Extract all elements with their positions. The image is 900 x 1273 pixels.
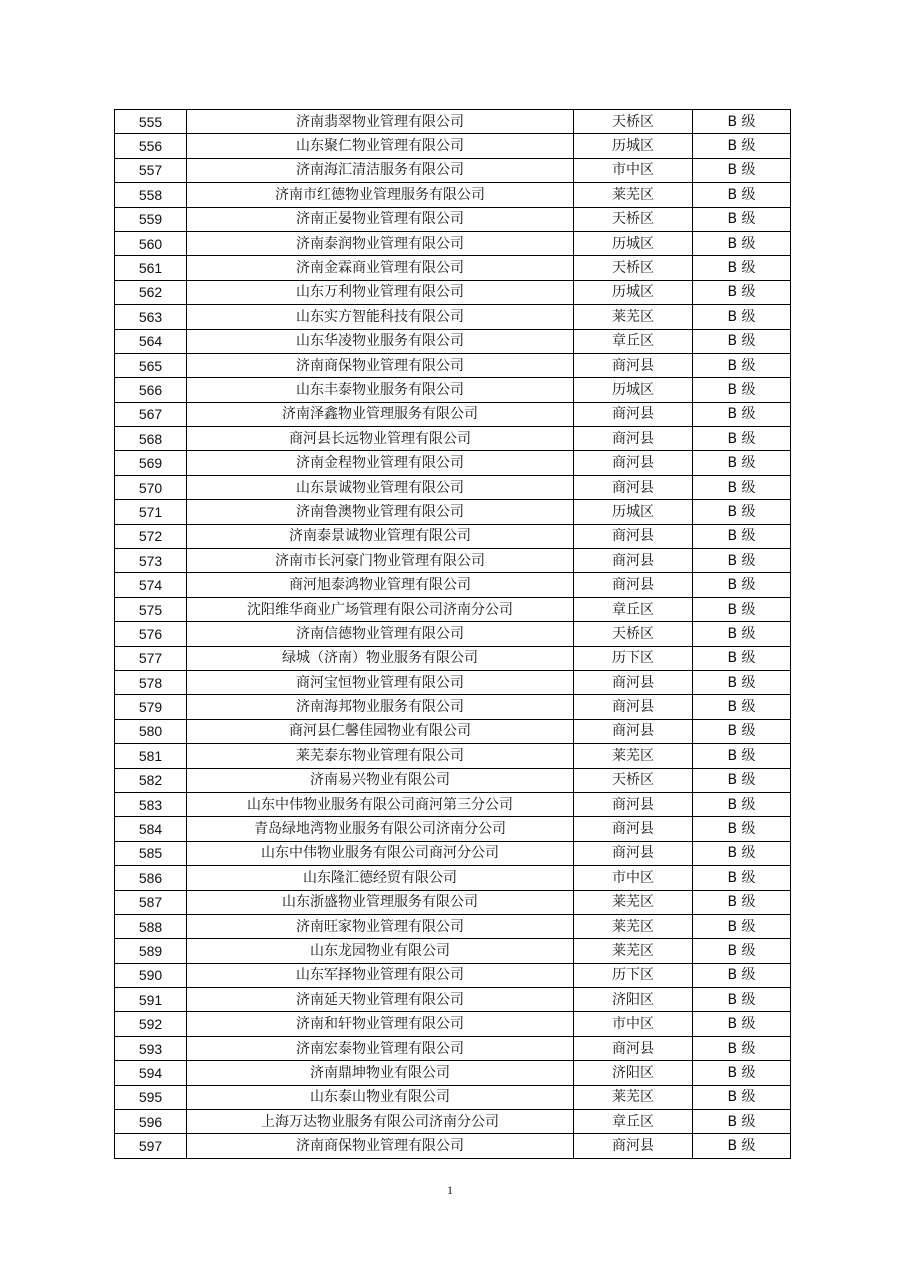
company-name-cell: 山东景诚物业管理有限公司	[187, 475, 574, 499]
table-row	[115, 866, 791, 890]
grade-cell: B 级	[693, 1134, 791, 1158]
grade-cell: B 级	[693, 890, 791, 914]
row-number-cell: 575	[115, 597, 187, 621]
table-row	[115, 378, 791, 402]
grade-cell: B 级	[693, 792, 791, 816]
row-number-cell: 579	[115, 695, 187, 719]
table-row	[115, 524, 791, 548]
company-name-cell: 济南泽鑫物业管理服务有限公司	[187, 402, 574, 426]
grade-cell: B 级	[693, 207, 791, 231]
row-number-cell: 578	[115, 670, 187, 694]
district-cell: 天桥区	[574, 110, 693, 134]
table-row	[115, 939, 791, 963]
grade-cell: B 级	[693, 402, 791, 426]
grade-cell: B 级	[693, 158, 791, 182]
row-number-cell: 571	[115, 500, 187, 524]
company-name-cell: 济南鼎坤物业有限公司	[187, 1061, 574, 1085]
row-number-cell: 565	[115, 353, 187, 377]
table-row	[115, 475, 791, 499]
row-number-cell: 591	[115, 988, 187, 1012]
table-row	[115, 914, 791, 938]
district-cell: 莱芜区	[574, 914, 693, 938]
grade-cell: B 级	[693, 353, 791, 377]
district-cell: 莱芜区	[574, 744, 693, 768]
row-number-cell: 561	[115, 256, 187, 280]
district-cell: 济阳区	[574, 988, 693, 1012]
grade-cell: B 级	[693, 280, 791, 304]
row-number-cell: 588	[115, 914, 187, 938]
table-row	[115, 670, 791, 694]
row-number-cell: 569	[115, 451, 187, 475]
company-name-cell: 济南海汇清洁服务有限公司	[187, 158, 574, 182]
district-cell: 市中区	[574, 158, 693, 182]
grade-cell: B 级	[693, 988, 791, 1012]
page-number: 1	[447, 1183, 453, 1197]
row-number-cell: 576	[115, 622, 187, 646]
row-number-cell: 593	[115, 1036, 187, 1060]
company-name-cell: 济南信德物业管理有限公司	[187, 622, 574, 646]
table-row	[115, 427, 791, 451]
company-name-cell: 济南旺家物业管理有限公司	[187, 914, 574, 938]
district-cell: 天桥区	[574, 622, 693, 646]
row-number-cell: 587	[115, 890, 187, 914]
grade-cell: B 级	[693, 256, 791, 280]
grade-cell: B 级	[693, 475, 791, 499]
company-name-cell: 济南延天物业管理有限公司	[187, 988, 574, 1012]
company-grade-table-container	[114, 109, 788, 1159]
grade-cell: B 级	[693, 451, 791, 475]
table-row	[115, 695, 791, 719]
table-row	[115, 353, 791, 377]
district-cell: 商河县	[574, 670, 693, 694]
company-name-cell: 沈阳维华商业广场管理有限公司济南分公司	[187, 597, 574, 621]
district-cell: 莱芜区	[574, 890, 693, 914]
district-cell: 莱芜区	[574, 1085, 693, 1109]
district-cell: 商河县	[574, 719, 693, 743]
grade-cell: B 级	[693, 1036, 791, 1060]
grade-cell: B 级	[693, 549, 791, 573]
grade-cell: B 级	[693, 670, 791, 694]
grade-cell: B 级	[693, 378, 791, 402]
district-cell: 天桥区	[574, 207, 693, 231]
table-row	[115, 963, 791, 987]
company-name-cell: 济南市红德物业管理服务有限公司	[187, 183, 574, 207]
company-name-cell: 济南和轩物业管理有限公司	[187, 1012, 574, 1036]
district-cell: 商河县	[574, 695, 693, 719]
row-number-cell: 558	[115, 183, 187, 207]
row-number-cell: 564	[115, 329, 187, 353]
company-name-cell: 青岛绿地湾物业服务有限公司济南分公司	[187, 817, 574, 841]
grade-cell: B 级	[693, 427, 791, 451]
district-cell: 商河县	[574, 1036, 693, 1060]
table-row	[115, 1012, 791, 1036]
row-number-cell: 582	[115, 768, 187, 792]
table-row	[115, 1036, 791, 1060]
row-number-cell: 580	[115, 719, 187, 743]
district-cell: 商河县	[574, 549, 693, 573]
district-cell: 商河县	[574, 402, 693, 426]
row-number-cell: 563	[115, 305, 187, 329]
row-number-cell: 556	[115, 134, 187, 158]
company-name-cell: 济南市长河豪门物业管理有限公司	[187, 549, 574, 573]
company-name-cell: 山东中伟物业服务有限公司商河第三分公司	[187, 792, 574, 816]
table-row	[115, 1134, 791, 1158]
row-number-cell: 557	[115, 158, 187, 182]
table-row	[115, 646, 791, 670]
table-row	[115, 231, 791, 255]
district-cell: 市中区	[574, 1012, 693, 1036]
row-number-cell: 595	[115, 1085, 187, 1109]
grade-cell: B 级	[693, 866, 791, 890]
table-row	[115, 744, 791, 768]
company-name-cell: 山东浙盛物业管理服务有限公司	[187, 890, 574, 914]
table-row	[115, 1085, 791, 1109]
grade-cell: B 级	[693, 573, 791, 597]
district-cell: 历下区	[574, 963, 693, 987]
company-grade-table	[114, 109, 791, 1159]
table-row	[115, 158, 791, 182]
grade-cell: B 级	[693, 134, 791, 158]
table-row	[115, 841, 791, 865]
company-name-cell: 济南泰景诚物业管理有限公司	[187, 524, 574, 548]
grade-cell: B 级	[693, 305, 791, 329]
row-number-cell: 577	[115, 646, 187, 670]
company-name-cell: 济南鲁澳物业管理有限公司	[187, 500, 574, 524]
district-cell: 章丘区	[574, 329, 693, 353]
grade-cell: B 级	[693, 646, 791, 670]
company-name-cell: 济南翡翠物业管理有限公司	[187, 110, 574, 134]
row-number-cell: 560	[115, 231, 187, 255]
company-name-cell: 山东聚仁物业管理有限公司	[187, 134, 574, 158]
grade-cell: B 级	[693, 500, 791, 524]
table-row	[115, 768, 791, 792]
company-name-cell: 山东隆汇德经贸有限公司	[187, 866, 574, 890]
grade-cell: B 级	[693, 914, 791, 938]
grade-cell: B 级	[693, 622, 791, 646]
row-number-cell: 597	[115, 1134, 187, 1158]
district-cell: 章丘区	[574, 1110, 693, 1134]
row-number-cell: 594	[115, 1061, 187, 1085]
company-name-cell: 济南商保物业管理有限公司	[187, 353, 574, 377]
company-name-cell: 山东华凌物业服务有限公司	[187, 329, 574, 353]
table-row	[115, 890, 791, 914]
row-number-cell: 586	[115, 866, 187, 890]
row-number-cell: 583	[115, 792, 187, 816]
district-cell: 莱芜区	[574, 183, 693, 207]
table-row	[115, 329, 791, 353]
table-row	[115, 134, 791, 158]
row-number-cell: 585	[115, 841, 187, 865]
grade-cell: B 级	[693, 1085, 791, 1109]
district-cell: 市中区	[574, 866, 693, 890]
district-cell: 历城区	[574, 378, 693, 402]
grade-cell: B 级	[693, 695, 791, 719]
district-cell: 商河县	[574, 451, 693, 475]
company-name-cell: 绿城（济南）物业服务有限公司	[187, 646, 574, 670]
table-row	[115, 1061, 791, 1085]
grade-cell: B 级	[693, 183, 791, 207]
company-name-cell: 莱芜泰东物业管理有限公司	[187, 744, 574, 768]
table-row	[115, 256, 791, 280]
row-number-cell: 574	[115, 573, 187, 597]
company-name-cell: 济南正晏物业管理有限公司	[187, 207, 574, 231]
row-number-cell: 584	[115, 817, 187, 841]
table-row	[115, 988, 791, 1012]
table-row	[115, 622, 791, 646]
row-number-cell: 562	[115, 280, 187, 304]
row-number-cell: 572	[115, 524, 187, 548]
grade-cell: B 级	[693, 1061, 791, 1085]
district-cell: 商河县	[574, 1134, 693, 1158]
row-number-cell: 568	[115, 427, 187, 451]
district-cell: 济阳区	[574, 1061, 693, 1085]
district-cell: 历城区	[574, 231, 693, 255]
district-cell: 商河县	[574, 353, 693, 377]
row-number-cell: 590	[115, 963, 187, 987]
grade-cell: B 级	[693, 524, 791, 548]
table-row	[115, 402, 791, 426]
company-name-cell: 商河旭泰鸿物业管理有限公司	[187, 573, 574, 597]
district-cell: 历城区	[574, 280, 693, 304]
grade-cell: B 级	[693, 963, 791, 987]
company-name-cell: 山东万利物业管理有限公司	[187, 280, 574, 304]
company-name-cell: 济南金程物业管理有限公司	[187, 451, 574, 475]
table-row	[115, 549, 791, 573]
table-row	[115, 280, 791, 304]
grade-cell: B 级	[693, 719, 791, 743]
company-name-cell: 济南海邦物业服务有限公司	[187, 695, 574, 719]
table-row	[115, 817, 791, 841]
district-cell: 莱芜区	[574, 305, 693, 329]
row-number-cell: 592	[115, 1012, 187, 1036]
district-cell: 历下区	[574, 646, 693, 670]
table-row	[115, 573, 791, 597]
district-cell: 商河县	[574, 841, 693, 865]
company-name-cell: 山东丰泰物业服务有限公司	[187, 378, 574, 402]
table-row	[115, 305, 791, 329]
table-row	[115, 451, 791, 475]
company-name-cell: 山东实方智能科技有限公司	[187, 305, 574, 329]
company-name-cell: 山东军择物业管理有限公司	[187, 963, 574, 987]
table-row	[115, 597, 791, 621]
company-name-cell: 商河县长远物业管理有限公司	[187, 427, 574, 451]
row-number-cell: 573	[115, 549, 187, 573]
company-name-cell: 济南泰润物业管理有限公司	[187, 231, 574, 255]
district-cell: 商河县	[574, 573, 693, 597]
row-number-cell: 570	[115, 475, 187, 499]
table-body	[115, 110, 791, 1159]
table-row	[115, 207, 791, 231]
district-cell: 商河县	[574, 427, 693, 451]
grade-cell: B 级	[693, 110, 791, 134]
table-row	[115, 110, 791, 134]
company-name-cell: 山东泰山物业有限公司	[187, 1085, 574, 1109]
company-name-cell: 济南金霖商业管理有限公司	[187, 256, 574, 280]
row-number-cell: 581	[115, 744, 187, 768]
table-row	[115, 183, 791, 207]
company-name-cell: 商河县仁馨佳园物业有限公司	[187, 719, 574, 743]
grade-cell: B 级	[693, 231, 791, 255]
table-row	[115, 500, 791, 524]
district-cell: 章丘区	[574, 597, 693, 621]
grade-cell: B 级	[693, 1012, 791, 1036]
table-row	[115, 719, 791, 743]
district-cell: 商河县	[574, 817, 693, 841]
row-number-cell: 589	[115, 939, 187, 963]
company-name-cell: 商河宝恒物业管理有限公司	[187, 670, 574, 694]
grade-cell: B 级	[693, 939, 791, 963]
company-name-cell: 济南易兴物业有限公司	[187, 768, 574, 792]
grade-cell: B 级	[693, 768, 791, 792]
row-number-cell: 555	[115, 110, 187, 134]
grade-cell: B 级	[693, 329, 791, 353]
company-name-cell: 山东中伟物业服务有限公司商河分公司	[187, 841, 574, 865]
district-cell: 天桥区	[574, 256, 693, 280]
company-name-cell: 济南商保物业管理有限公司	[187, 1134, 574, 1158]
row-number-cell: 567	[115, 402, 187, 426]
table-row	[115, 792, 791, 816]
district-cell: 商河县	[574, 792, 693, 816]
row-number-cell: 596	[115, 1110, 187, 1134]
row-number-cell: 559	[115, 207, 187, 231]
grade-cell: B 级	[693, 597, 791, 621]
grade-cell: B 级	[693, 744, 791, 768]
table-row	[115, 1110, 791, 1134]
district-cell: 莱芜区	[574, 939, 693, 963]
company-name-cell: 上海万达物业服务有限公司济南分公司	[187, 1110, 574, 1134]
grade-cell: B 级	[693, 1110, 791, 1134]
company-name-cell: 山东龙园物业有限公司	[187, 939, 574, 963]
company-name-cell: 济南宏泰物业管理有限公司	[187, 1036, 574, 1060]
grade-cell: B 级	[693, 817, 791, 841]
district-cell: 历城区	[574, 500, 693, 524]
grade-cell: B 级	[693, 841, 791, 865]
row-number-cell: 566	[115, 378, 187, 402]
district-cell: 历城区	[574, 134, 693, 158]
district-cell: 商河县	[574, 524, 693, 548]
district-cell: 商河县	[574, 475, 693, 499]
district-cell: 天桥区	[574, 768, 693, 792]
